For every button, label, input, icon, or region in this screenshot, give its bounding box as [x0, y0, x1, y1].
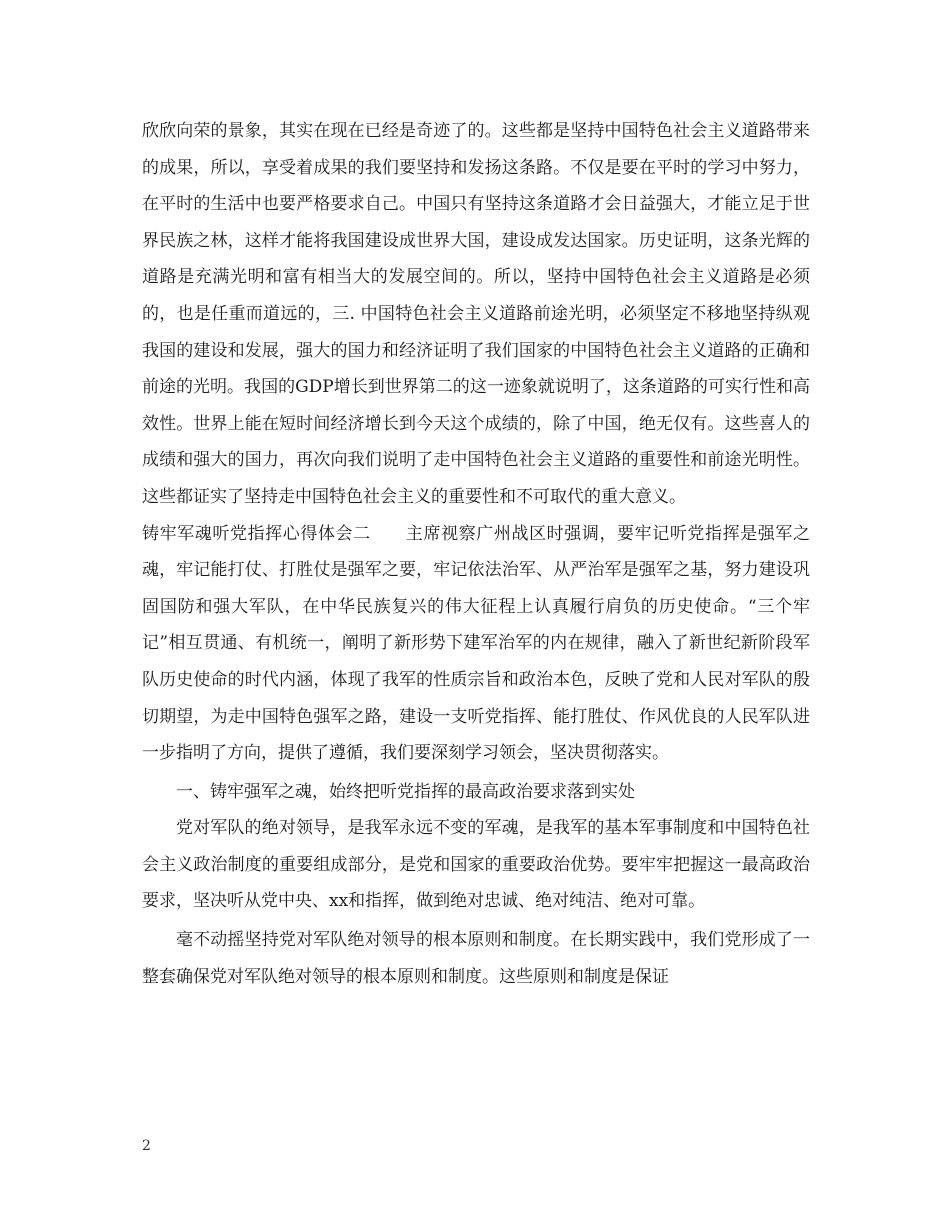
paragraph-army-soul-intro: 铸牢军魂听党指挥心得体会二 主席视察广州战区时强调，要牢记听党指挥是强军之魂，牢记能打仗、打胜仗是强军之要，牢记依法治军、从严治军是强军之基，努力建设巩固国防和强大军队，在中华民族复兴的伟大征程上认真履行肩负的历史使命。“三个牢记”相互贯通、有机统一，阐明了新形势下建军治军的内在规律，融入了新世纪新阶段军队历史使命的时代内涵，体现了我军的性质宗旨和政治本色，反映了党和人民对军队的殷切期望，为走中国特色强军之路，建设一支听党指挥、能打胜仗、作风优良的人民军队进一步指明了方向，提供了遵循，我们要深刻学习领会，坚决贯彻落实。	[142, 523, 810, 764]
paragraph-principles-system: 毫不动摇坚持党对军队绝对领导的根本原则和制度。在长期实践中，我们党形成了一整套确保党对军队绝对领导的根本原则和制度。这些原则和制度是保证	[142, 930, 810, 987]
paragraph-party-leadership: 党对军队的绝对领导，是我军永远不变的军魂，是我军的基本军事制度和中国特色社会主义政治制度的重要组成部分，是党和国家的重要政治优势。要牢牢把握这一最高政治要求，坚决听从党中央、xx和指挥，做到绝对忠诚、绝对纯洁、绝对可靠。	[142, 818, 810, 912]
page-number: 2	[142, 1138, 151, 1154]
section-heading-one: 一、铸牢强军之魂，始终把听党指挥的最高政治要求落到实处	[176, 781, 635, 802]
paragraph-road-summary: 欣欣向荣的景象，其实在现在已经是奇迹了的。这些都是坚持中国特色社会主义道路带来的成果，所以，享受着成果的我们要坚持和发扬这条路。不仅是要在平时的学习中努力，在平时的生活中也要严格要求自己。中国只有坚持这条道路才会日益强大，才能立足于世界民族之林，这样才能将我国建设成世界大国，建设成发达国家。历史证明，这条光辉的道路是充满光明和富有相当大的发展空间的。所以，坚持中国特色社会主义道路是必须的，也是任重而道远的，三. 中国特色社会主义道路前途光明，必须坚定不移地坚持纵观我国的建设和发展，强大的国力和经济证明了我们国家的中国特色社会主义道路的正确和前途的光明。我国的GDP增长到世界第二的这一迹象就说明了，这条道路的可实行性和高效性。世界上能在短时间经济增长到今天这个成绩的，除了中国，绝无仅有。这些喜人的成绩和强大的国力，再次向我们说明了走中国特色社会主义道路的重要性和前途光明性。这些都证实了坚持走中国特色社会主义的重要性和不可取代的重大意义。	[142, 121, 810, 507]
document-body	[142, 113, 810, 995]
